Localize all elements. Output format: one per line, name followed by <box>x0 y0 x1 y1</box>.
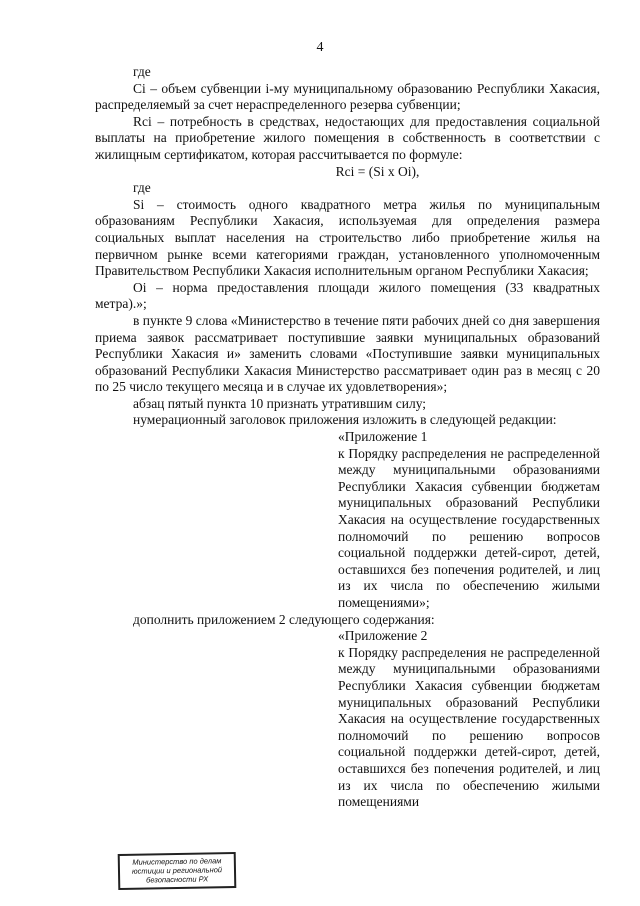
paragraph-add-appendix-2: дополнить приложением 2 следующего содержания: <box>133 611 435 627</box>
appendix-2-title: «Приложение 2 <box>338 628 428 644</box>
paragraph-rci-definition: Rci – потребность в средствах, недостающих для предоставления социальной выплаты на приобретение жилого помещения в собственность в соответствии с жилищным сертификатом, которая рассчитывается по формуле: <box>95 113 600 162</box>
document-body <box>95 64 600 811</box>
formula-rci: Rci = (Si x Oi), <box>335 163 420 179</box>
paragraph-appendix-heading: нумерационный заголовок приложения изложить в следующей редакции: <box>133 412 557 428</box>
stamp-line-1: Министерство по делам <box>132 856 222 867</box>
ministry-stamp <box>118 852 237 890</box>
appendix-1-title: «Приложение 1 <box>338 429 428 445</box>
page-number: 4 <box>316 40 324 55</box>
appendix-2-block <box>338 628 600 811</box>
paragraph-si-definition: Si – стоимость одного квадратного метра жилья по муниципальным образованиям Республики Хакасия, используемая для определения размера социальных выплат населения на строительство либо приобретение жилья на первичном рынке всеми категориями граждан, установленного уполномоченным Правительством Республики Хакасия исполнительным органом Республики Хакасия; <box>95 196 600 279</box>
paragraph-item-10: абзац пятый пункта 10 признать утратившим силу; <box>133 395 427 411</box>
paragraph-where-1: где <box>133 64 151 79</box>
paragraph-item-9: в пункте 9 слова «Министерство в течение пяти рабочих дней со дня завершения приема заявок рассматривает поступившие заявки муниципальных образований Республики Хакасия и» заменить словами «Поступившие заявки муниципальных образований Республики Хакасия Министерство рассматривает один раз в месяц с 20 по 25 число текущего месяца и в случае их удовлетворения»; <box>95 312 600 395</box>
stamp-line-3: безопасности РХ <box>145 874 209 885</box>
appendix-2-text: к Порядку распределения не распределенной между муниципальными образованиями Республики Хакасия субвенции бюджетам муниципальных образований Республики Хакасия на осуществление государственных полномочий по решению вопросов социальной поддержки детей-сирот, детей, оставшихся без попечения родителей, и лиц из их числа по обеспечению жилыми помещениями <box>338 644 600 810</box>
paragraph-ci-definition: Ci – объем субвенции i-му муниципальному образованию Республики Хакасия, распределяемый за счет нераспределенного резерва субвенции; <box>95 80 600 113</box>
appendix-1-text: к Порядку распределения не распределенной между муниципальными образованиями Республики Хакасия субвенции бюджетам муниципальных образований Республики Хакасия на осуществление государственных полномочий по решению вопросов социальной поддержки детей-сирот, детей, оставшихся без попечения родителей, и лиц из их числа по обеспечению жилыми помещениями»; <box>338 445 600 610</box>
paragraph-where-2: где <box>133 180 151 196</box>
appendix-1-block <box>338 429 600 612</box>
stamp-line-2: юстиции и региональной <box>131 865 223 876</box>
paragraph-oi-definition: Oi – норма предоставления площади жилого помещения (33 квадратных метра).»; <box>95 279 600 312</box>
